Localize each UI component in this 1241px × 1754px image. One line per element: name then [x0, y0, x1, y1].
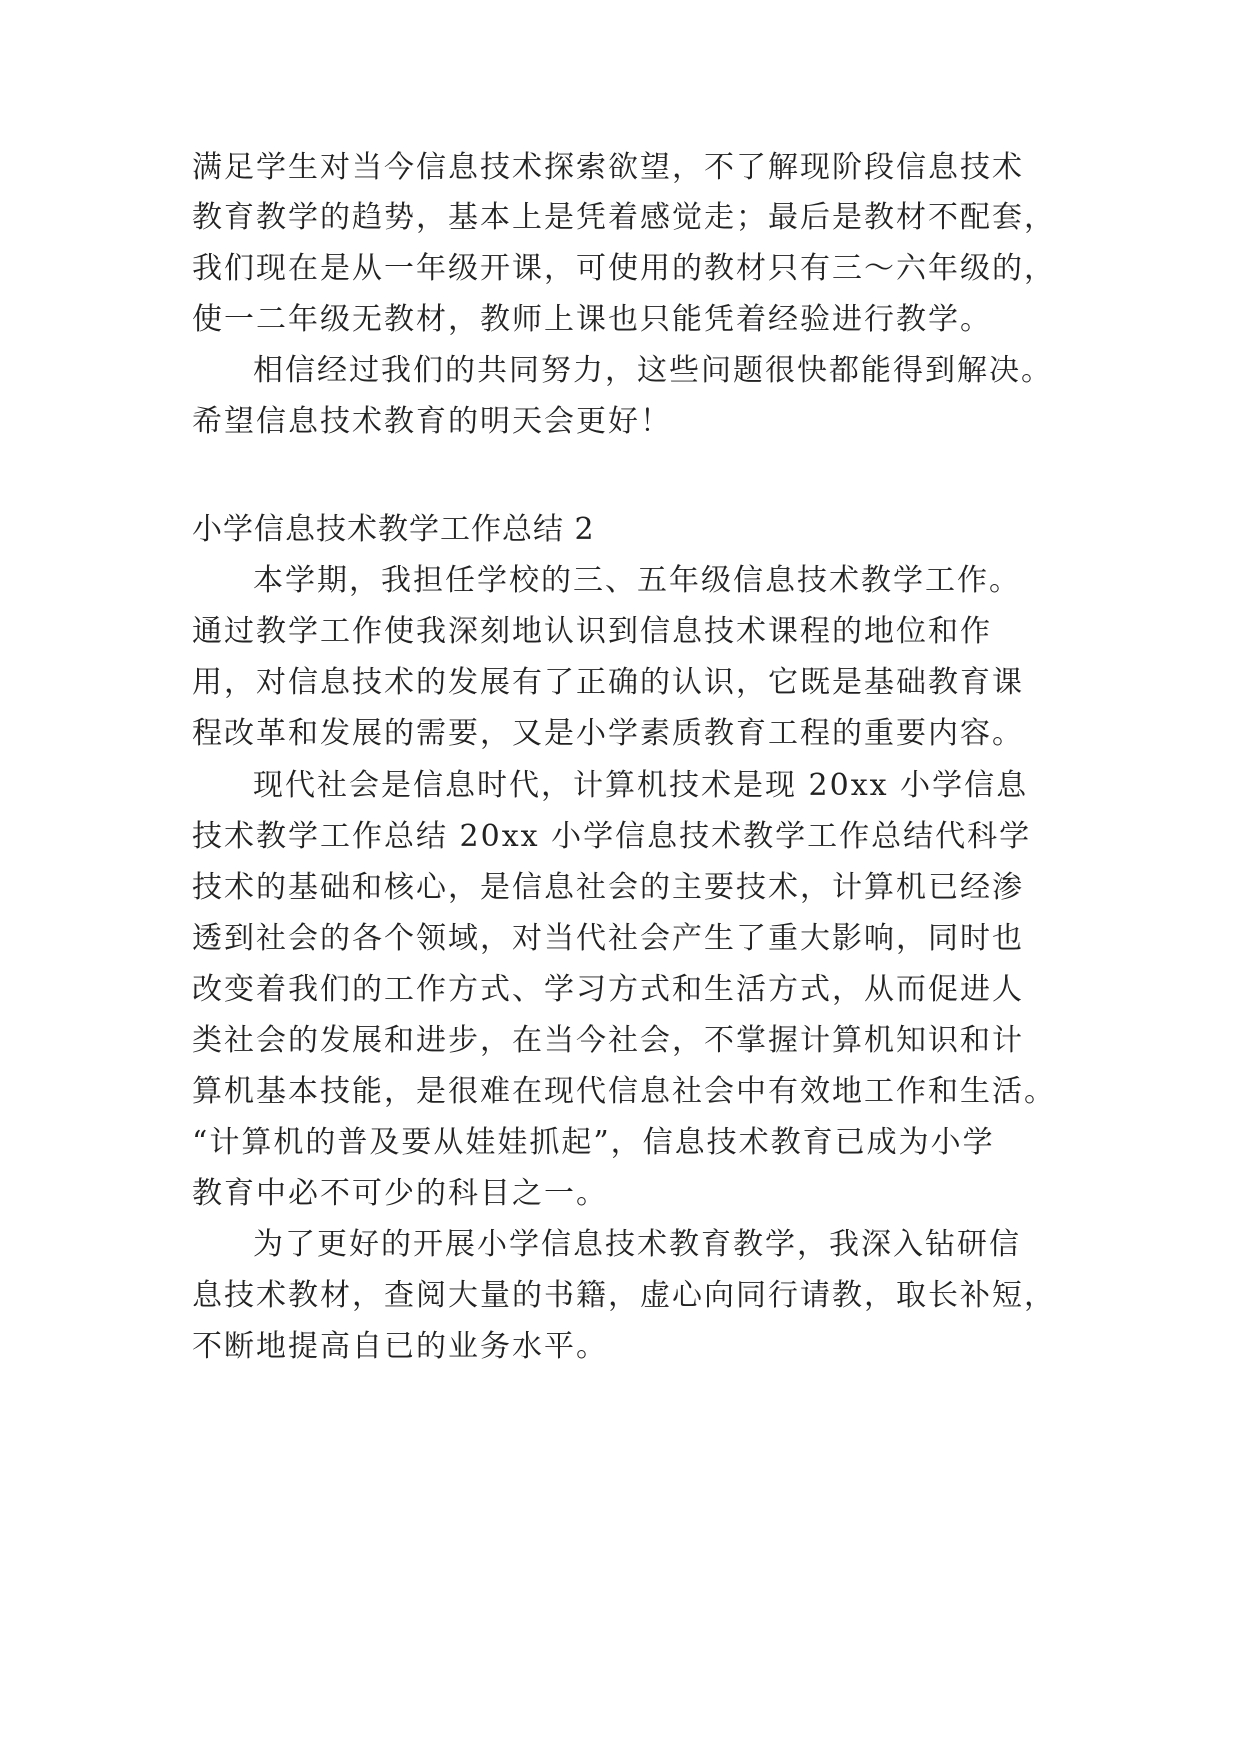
text-line: 满足学生对当今信息技术探索欲望，不了解现阶段信息技术 — [192, 150, 1024, 185]
section-heading: 小学信息技术教学工作总结 2 — [192, 512, 595, 547]
paragraph-start-line: 相信经过我们的共同努力，这些问题很快都能得到解决。 — [253, 353, 1053, 388]
text-line: “计算机的普及要从娃娃抓起”，信息技术教育已成为小学 — [192, 1125, 995, 1160]
text-line: 改变着我们的工作方式、学习方式和生活方式，从而促进人 — [192, 972, 1024, 1007]
text-line: 使一二年级无教材，教师上课也只能凭着经验进行教学。 — [192, 302, 992, 337]
text-line: 技术教学工作总结 20xx 小学信息技术教学工作总结代科学 — [192, 819, 1032, 854]
text-line: 算机基本技能，是很难在现代信息社会中有效地工作和生活。 — [192, 1074, 1056, 1109]
text-line: 我们现在是从一年级开课，可使用的教材只有三～六年级的， — [192, 251, 1056, 286]
text-line: 教育中必不可少的科目之一。 — [192, 1176, 608, 1211]
text-line: 息技术教材，查阅大量的书籍，虚心向同行请教，取长补短， — [192, 1278, 1056, 1313]
text-line: 用，对信息技术的发展有了正确的认识，它既是基础教育课 — [192, 665, 1024, 700]
text-line: 透到社会的各个领域，对当代社会产生了重大影响，同时也 — [192, 921, 1024, 956]
text-line: 不断地提高自已的业务水平。 — [192, 1329, 608, 1364]
text-line: 希望信息技术教育的明天会更好！ — [192, 404, 672, 439]
text-line: 程改革和发展的需要，又是小学素质教育工程的重要内容。 — [192, 716, 1024, 751]
text-line: 技术的基础和核心，是信息社会的主要技术，计算机已经渗 — [192, 870, 1024, 905]
paragraph-start-line: 本学期，我担任学校的三、五年级信息技术教学工作。 — [253, 563, 1021, 598]
text-line: 类社会的发展和进步，在当今社会，不掌握计算机知识和计 — [192, 1023, 1024, 1058]
text-line: 通过教学工作使我深刻地认识到信息技术课程的地位和作 — [192, 614, 992, 649]
paragraph-start-line: 为了更好的开展小学信息技术教育教学，我深入钻研信 — [253, 1227, 1021, 1262]
text-line: 教育教学的趋势，基本上是凭着感觉走；最后是教材不配套， — [192, 200, 1056, 235]
paragraph-start-line: 现代社会是信息时代，计算机技术是现 20xx 小学信息 — [253, 768, 1029, 803]
